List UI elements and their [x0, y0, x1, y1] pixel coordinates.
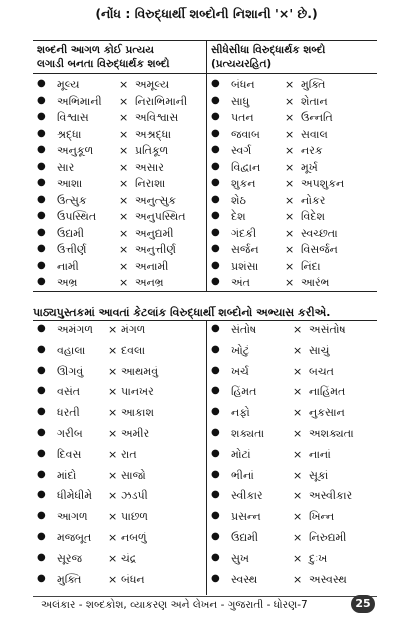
antonym-pair-row — [207, 111, 377, 128]
antonym-pair-row — [33, 469, 206, 490]
antonym-marker: × — [285, 111, 295, 124]
word: સર્જન — [231, 243, 259, 256]
word: અમંગળ — [57, 323, 93, 336]
antonym-pair-row — [207, 510, 377, 531]
antonym: સાચું — [309, 343, 330, 357]
bullet-icon: ● — [37, 343, 46, 355]
antonym-marker: × — [108, 551, 118, 565]
antonym-pair-row — [207, 406, 377, 427]
antonym: નુકસાન — [309, 406, 345, 420]
antonym-pair-row — [33, 406, 206, 427]
antonym: ચંદ્ર — [121, 551, 137, 565]
word: ગરીબ — [57, 426, 83, 440]
antonym: બચત — [309, 364, 334, 378]
antonym-pair-row — [33, 128, 206, 145]
antonym: અનામી — [135, 259, 169, 273]
left-header-line2: લગાડી બનતા વિરુદ્ધાર્થક શબ્દો — [37, 58, 170, 70]
bullet-icon: ● — [211, 243, 220, 254]
word: વિશ્વાસ — [57, 111, 89, 124]
antonym-marker: × — [285, 193, 295, 207]
bullet-icon: ● — [211, 530, 220, 542]
antonym-pair-row — [207, 227, 377, 244]
antonym-pair-row — [33, 344, 206, 365]
word: વહાલા — [57, 343, 86, 357]
antonym-pair-row — [33, 194, 206, 211]
antonym-marker: × — [108, 468, 118, 482]
antonym-marker: × — [119, 177, 129, 190]
antonym-pair-row — [207, 177, 377, 194]
antonym-marker: × — [293, 489, 303, 503]
antonym-pair-row — [207, 260, 377, 277]
antonym-pair-row — [33, 161, 206, 178]
antonym-pair-row — [33, 144, 206, 161]
antonym-marker: × — [108, 385, 118, 399]
antonym: બંધન — [121, 572, 145, 586]
word: અનુકૂળ — [57, 144, 94, 157]
bullet-icon: ● — [37, 510, 46, 522]
antonym: શેતાન — [301, 94, 328, 108]
antonym: નિરુદ્યમી — [309, 530, 347, 544]
bullet-icon: ● — [211, 127, 220, 139]
antonym-pair-row — [33, 243, 206, 260]
word: સ્વસ્થ — [231, 572, 258, 586]
antonym-pair-row — [33, 489, 206, 510]
antonym-pair-row — [207, 365, 377, 386]
antonym: પાછળ — [121, 510, 148, 524]
antonym: અસાર — [135, 160, 164, 174]
section2-right-list — [207, 323, 377, 593]
bullet-icon: ● — [37, 447, 46, 459]
antonym-pair-row — [33, 95, 206, 112]
antonym-pair-row — [33, 510, 206, 531]
note-text: (નોંધ : વિરુદ્ધાર્થી શબ્દોની નિશાની '×' છે.) — [95, 6, 318, 21]
bullet-icon: ● — [211, 259, 220, 271]
antonym-pair-row — [207, 385, 377, 406]
antonym-pair-row — [207, 194, 377, 211]
antonym: અનુત્તીર્ણ — [135, 243, 176, 256]
antonym: નિંદા — [301, 259, 321, 273]
antonym-pair-row — [207, 243, 377, 260]
word: પ્રશંસા — [231, 259, 259, 273]
antonym-marker: × — [293, 468, 303, 482]
antonym-pair-row — [33, 573, 206, 594]
antonym-marker: × — [285, 259, 295, 273]
antonym: અસંતોષ — [309, 323, 346, 336]
table1-left-list — [33, 78, 206, 293]
antonym-marker: × — [119, 94, 129, 108]
bullet-icon: ● — [211, 111, 220, 122]
word: મૂલ્ય — [57, 78, 80, 91]
antonym-marker: × — [293, 530, 303, 544]
word: સંતોષ — [231, 323, 257, 336]
antonym-pair-row — [33, 448, 206, 469]
antonym-pair-row — [207, 144, 377, 161]
antonym-pair-row — [207, 344, 377, 365]
antonym-pair-row — [207, 489, 377, 510]
antonym: અપશુકન — [301, 177, 345, 190]
antonym-marker: × — [119, 226, 129, 240]
word: હિંમત — [231, 385, 257, 399]
antonym-pair-row — [207, 552, 377, 573]
left-column-header — [37, 43, 202, 71]
bullet-icon: ● — [37, 243, 46, 254]
antonym: આરંભ — [301, 276, 330, 289]
antonym: નબળું — [121, 530, 147, 544]
antonym: અનભ્ર — [135, 276, 164, 289]
antonym-marker: × — [119, 111, 129, 124]
antonym-marker: × — [293, 447, 303, 461]
antonym: મંગળ — [121, 323, 146, 336]
word: અભિમાની — [57, 94, 102, 108]
word: પ્રસન્ન — [231, 510, 261, 524]
antonym: નાનાં — [309, 447, 331, 461]
antonym-pair-row — [33, 552, 206, 573]
right-column-header — [211, 43, 375, 71]
antonym-marker: × — [293, 551, 303, 565]
bullet-icon: ● — [211, 406, 220, 418]
bullet-icon: ● — [37, 111, 46, 122]
antonym: નાહિંમત — [309, 385, 346, 399]
antonym-pair-row — [207, 469, 377, 490]
antonym-marker: × — [108, 489, 118, 503]
antonym-marker: × — [285, 78, 295, 91]
antonym-pair-row — [207, 161, 377, 178]
bullet-icon: ● — [211, 385, 220, 397]
antonym: અમૂલ્ય — [135, 78, 170, 91]
antonym-pair-row — [207, 323, 377, 344]
antonym-pair-row — [33, 227, 206, 244]
antonym: ઉન્નતિ — [301, 111, 333, 124]
antonym: નિરાભિમાની — [135, 94, 188, 108]
word: સુખ — [231, 551, 249, 565]
bullet-icon: ● — [211, 276, 220, 287]
antonym: સવાલ — [301, 127, 328, 141]
antonym: નિરાશા — [135, 177, 166, 190]
antonym: સ્વચ્છતા — [301, 226, 338, 240]
word: અંત — [231, 276, 250, 289]
bullet-icon: ● — [37, 177, 46, 188]
bullet-icon: ● — [37, 530, 46, 542]
antonym: વિદેશ — [301, 210, 325, 223]
bullet-icon: ● — [211, 226, 220, 238]
word: નામી — [57, 259, 79, 273]
page-number: 25 — [351, 595, 375, 613]
bullet-icon: ● — [211, 144, 220, 155]
antonym-pair-row — [33, 365, 206, 386]
word: ઉત્તીર્ણ — [57, 243, 87, 256]
antonym: દુઃખ — [309, 551, 328, 565]
antonym-pair-row — [207, 128, 377, 145]
word: આશા — [57, 177, 83, 190]
antonym: પ્રતિકૂળ — [135, 144, 169, 157]
antonym-marker: × — [293, 364, 303, 378]
antonym: મુક્તિ — [301, 78, 326, 91]
antonym-marker: × — [285, 177, 295, 190]
bullet-icon: ● — [211, 572, 220, 584]
antonym-pair-row — [33, 111, 206, 128]
bullet-icon: ● — [37, 364, 46, 376]
antonym: વિસર્જન — [301, 243, 338, 256]
antonym-pair-row — [33, 177, 206, 194]
word: બંધન — [231, 78, 255, 91]
antonym: મૂર્ખ — [301, 160, 318, 174]
bullet-icon: ● — [211, 468, 220, 480]
word: સ્વર્ગ — [231, 144, 252, 157]
antonym: અસ્વસ્થ — [309, 572, 347, 586]
bullet-icon: ● — [211, 364, 220, 376]
bullet-icon: ● — [211, 160, 220, 172]
bullet-icon: ● — [211, 323, 220, 334]
antonym-pair-row — [207, 531, 377, 552]
word: સાર — [57, 160, 75, 174]
antonym-pair-row — [33, 276, 206, 293]
antonym-marker: × — [293, 406, 303, 420]
antonym-pair-row — [207, 448, 377, 469]
word: ભીનાં — [231, 468, 254, 482]
antonym-marker: × — [293, 385, 303, 399]
antonym-marker: × — [285, 210, 295, 223]
word: ખોટું — [231, 343, 250, 357]
bullet-icon: ● — [37, 127, 46, 139]
word: આગળ — [57, 510, 88, 524]
section2-title: પાઠ્યપુસ્તકમાં આવતાં કેટલાંક વિરુદ્ધાર્થી શબ્દોનો અભ્યાસ કરીએ. — [33, 306, 331, 319]
bullet-icon: ● — [37, 489, 46, 501]
antonym-pair-row — [207, 95, 377, 112]
antonym-marker: × — [119, 210, 129, 223]
antonym: અનુપસ્થિત — [135, 210, 186, 223]
antonym-marker: × — [293, 572, 303, 586]
word: મુક્તિ — [57, 572, 82, 586]
antonym: આકાશ — [121, 406, 154, 420]
bullet-icon: ● — [37, 144, 46, 155]
antonym: દવલા — [121, 343, 146, 357]
word: જવાબ — [231, 127, 260, 141]
antonym: અમીર — [121, 426, 150, 440]
word: દેશ — [231, 210, 246, 223]
bullet-icon: ● — [37, 193, 46, 205]
section2-left-list — [33, 323, 206, 593]
word: નફો — [231, 406, 250, 420]
word: માંદો — [57, 468, 77, 482]
antonym-pair-row — [207, 427, 377, 448]
antonym-pair-row — [33, 260, 206, 277]
footer-text: અલંકાર - શબ્દકોશ, વ્યાકરણ અને લેખન - ગુજરાતી - ધોરણ-7 — [41, 599, 308, 611]
bullet-icon: ● — [211, 177, 220, 188]
word: મોટાં — [231, 447, 251, 461]
bullet-icon: ● — [37, 94, 46, 106]
bullet-icon: ● — [211, 193, 220, 205]
bullet-icon: ● — [37, 226, 46, 238]
bullet-icon: ● — [211, 426, 220, 438]
word: ધીમેધીમે — [57, 489, 93, 503]
antonym-marker: × — [108, 510, 118, 524]
antonym: સૂકાં — [309, 468, 329, 482]
antonym: અવિશ્વાસ — [135, 111, 179, 124]
antonym-marker: × — [293, 323, 303, 336]
antonym: અશક્યતા — [309, 426, 354, 440]
word: ઉદ્યમી — [231, 530, 259, 544]
antonym-marker: × — [119, 160, 129, 174]
antonym-marker: × — [108, 572, 118, 586]
bullet-icon: ● — [211, 94, 220, 106]
antonym: ખિન્ન — [309, 510, 335, 524]
antonym-marker: × — [119, 144, 129, 157]
bullet-icon: ● — [211, 447, 220, 459]
antonym-pair-row — [207, 210, 377, 227]
bullet-icon: ● — [37, 160, 46, 172]
antonym-pair-row — [33, 323, 206, 344]
word: ઊગવું — [57, 364, 84, 378]
antonym-pair-row — [33, 427, 206, 448]
bullet-icon: ● — [37, 259, 46, 271]
antonym-marker: × — [285, 276, 295, 289]
antonym-marker: × — [119, 243, 129, 256]
bullet-icon: ● — [37, 210, 46, 221]
antonym-marker: × — [293, 510, 303, 524]
antonym-marker: × — [293, 426, 303, 440]
table1-right-list — [207, 78, 377, 293]
antonym-marker: × — [119, 78, 129, 91]
antonym-marker: × — [108, 406, 118, 420]
antonym-pair-row — [33, 210, 206, 227]
antonym-pair-row — [207, 78, 377, 95]
word: દિવસ — [57, 447, 82, 461]
antonym: નોકર — [301, 193, 326, 207]
antonym-marker: × — [119, 127, 129, 141]
antonym-marker: × — [119, 193, 129, 207]
bullet-icon: ● — [37, 323, 46, 334]
antonym-marker: × — [119, 259, 129, 273]
antonym-marker: × — [285, 226, 295, 240]
antonym-marker: × — [108, 323, 118, 336]
word: ઉત્સુક — [57, 193, 87, 207]
bullet-icon: ● — [37, 551, 46, 563]
antonym-pair-row — [33, 531, 206, 552]
header-separator — [33, 73, 377, 74]
bullet-icon: ● — [211, 78, 220, 89]
antonym: ઝડપી — [121, 489, 148, 503]
word: શુકન — [231, 177, 256, 190]
word: શ્રદ્ધા — [57, 127, 82, 141]
bullet-icon: ● — [37, 468, 46, 480]
antonym-marker: × — [108, 426, 118, 440]
word: સૂરજ — [57, 551, 83, 565]
bullet-icon: ● — [211, 343, 220, 355]
antonym: આથમવું — [121, 364, 159, 378]
antonym-marker: × — [108, 530, 118, 544]
word: અભ્ર — [57, 276, 78, 289]
antonym-pair-row — [207, 276, 377, 293]
word: શક્યતા — [231, 426, 265, 440]
antonym-marker: × — [285, 94, 295, 108]
bullet-icon: ● — [37, 276, 46, 287]
antonym: અનુત્સુક — [135, 193, 177, 207]
word: ધરતી — [57, 406, 80, 420]
antonym-marker: × — [108, 447, 118, 461]
antonym: પાનખર — [121, 385, 154, 399]
antonym: અનુદ્યમી — [135, 226, 174, 240]
word: મજબૂત — [57, 530, 92, 544]
right-header-line1: સીધેસીધા વિરુદ્ધાર્થક શબ્દો — [211, 44, 326, 56]
bullet-icon: ● — [211, 551, 220, 563]
left-header-line1: શબ્દની આગળ કોઈ પ્રત્યય — [37, 44, 154, 56]
antonym: અશ્રદ્ધા — [135, 127, 172, 141]
word: વિદ્વાન — [231, 160, 261, 174]
bullet-icon: ● — [211, 510, 220, 522]
antonym-marker: × — [108, 343, 118, 357]
word: ખર્ચ — [231, 364, 249, 378]
word: વસંત — [57, 385, 81, 399]
bullet-icon: ● — [37, 426, 46, 438]
antonym-pair-row — [33, 78, 206, 95]
word: ઉદ્યમી — [57, 226, 85, 240]
word: સ્વીકાર — [231, 489, 263, 503]
word: ગંદકી — [231, 226, 257, 240]
antonym-marker: × — [119, 276, 129, 289]
antonym: સાજો — [121, 468, 146, 482]
word: શેઠ — [231, 193, 246, 207]
antonym: નરક — [301, 144, 323, 157]
word: ઉપસ્થિત — [57, 210, 97, 223]
antonym-pair-row — [33, 385, 206, 406]
bullet-icon: ● — [37, 406, 46, 418]
bullet-icon: ● — [211, 489, 220, 501]
antonym: અસ્વીકાર — [309, 489, 353, 503]
bullet-icon: ● — [37, 572, 46, 584]
antonym-table — [33, 40, 377, 292]
antonym: રાત — [121, 447, 137, 461]
word: પતન — [231, 111, 254, 124]
bullet-icon: ● — [37, 385, 46, 397]
bullet-icon: ● — [37, 78, 46, 89]
antonym-marker: × — [285, 243, 295, 256]
page-footer — [33, 596, 377, 613]
textbook-antonyms-section — [33, 320, 377, 595]
right-header-line2: (પ્રત્યયરહિત) — [211, 58, 272, 70]
antonym-marker: × — [293, 343, 303, 357]
antonym-pair-row — [207, 573, 377, 594]
word: સાધુ — [231, 94, 250, 108]
bullet-icon: ● — [211, 210, 220, 221]
antonym-marker: × — [108, 364, 118, 378]
antonym-marker: × — [285, 144, 295, 157]
antonym-marker: × — [285, 127, 295, 141]
antonym-marker: × — [285, 160, 295, 174]
